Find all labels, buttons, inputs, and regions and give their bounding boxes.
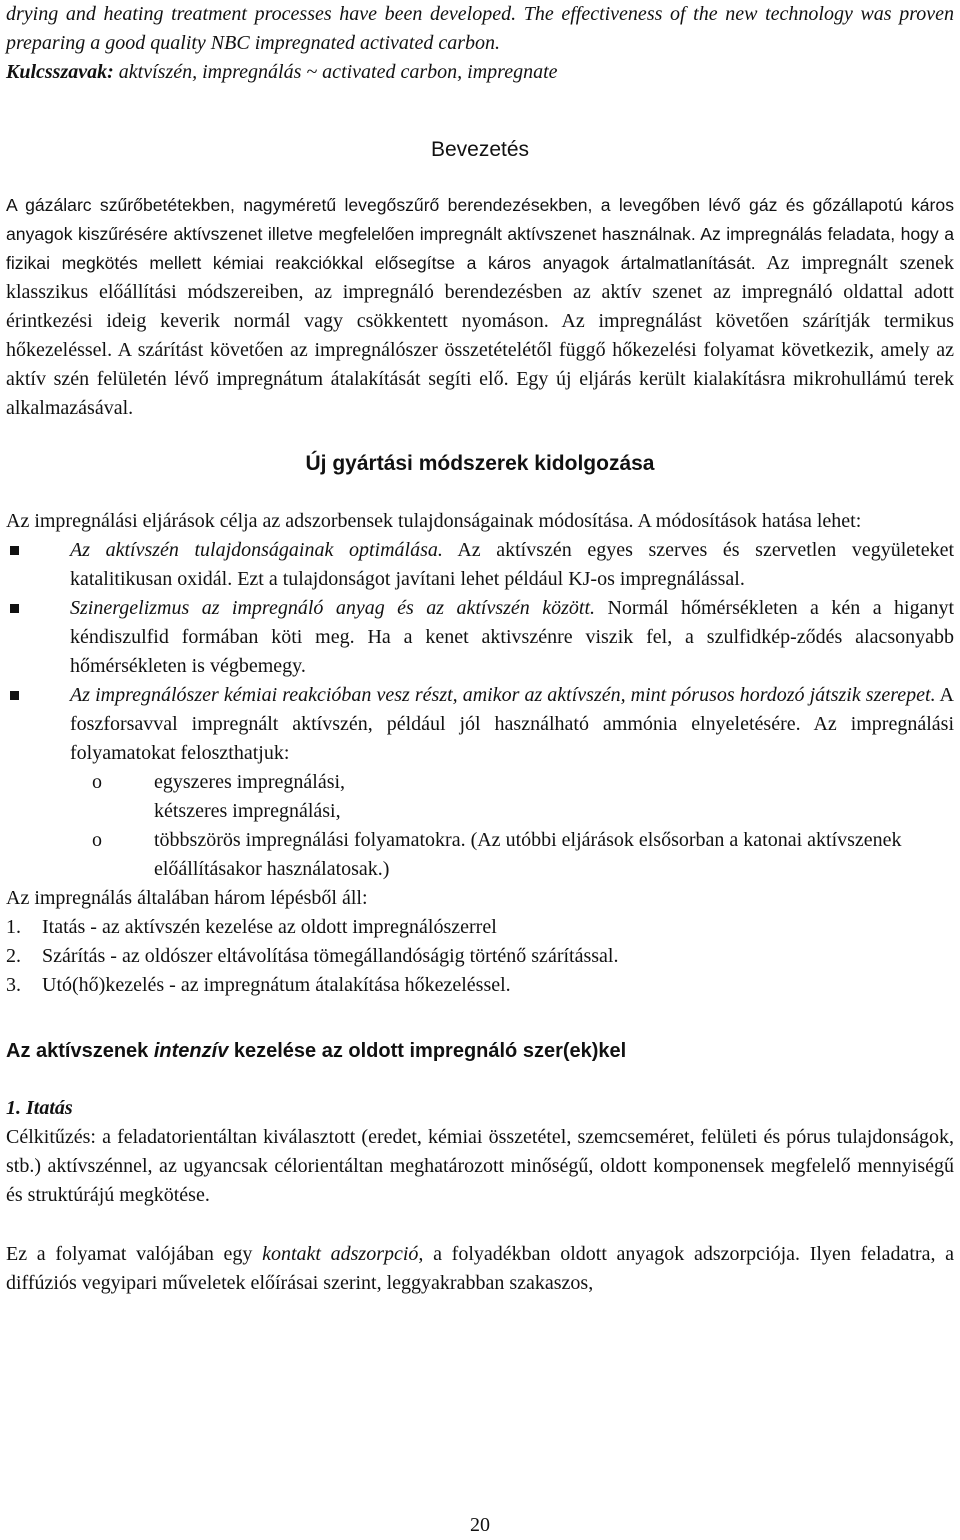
step-text: Szárítás - az oldószer eltávolítása tömegállandóságig történő szárítással. xyxy=(42,945,619,967)
subheading-itatas: 1. Itatás xyxy=(6,1097,73,1119)
page-number: 20 xyxy=(470,1514,490,1536)
sub-item-text: többszörös impregnálási folyamatokra. (Az utóbbi eljárások elsősorban a katonai aktívszenek előállításakor használatosak.) xyxy=(154,829,902,880)
heading-intensive-treatment xyxy=(6,1036,954,1066)
bullet-text: A foszforsavval impregnált aktívszén, például jól használható ammónia elnyeletésére. Az impregnálási folyamatokat feloszthatjuk: xyxy=(70,684,954,764)
keywords-label: Kulcsszavak: xyxy=(6,61,114,83)
english-abstract-tail: drying and heating treatment processes have been developed. The effectiveness of the new technology was proven preparing a good quality NBC impregnated activated carbon. xyxy=(6,3,954,54)
effects-list xyxy=(6,536,954,768)
step-number: 3. xyxy=(6,974,21,996)
list-item xyxy=(70,594,954,681)
last-para-pre: Ez a folyamat valójában egy xyxy=(6,1243,263,1265)
sub-item-text: egyszeres impregnálási, xyxy=(154,771,346,793)
bullet-text: Az aktívszén egyes szerves és szervetlen vegyületeket katalitikusan oxidál. Ezt a tulajdonságot javítani lehet például KJ-os impregnálással. xyxy=(70,539,955,590)
circle-bullet-icon: o xyxy=(92,829,102,851)
list-item xyxy=(70,681,954,768)
square-bullet-icon xyxy=(10,546,19,555)
last-para-italic: kontakt adszorpció, xyxy=(262,1243,424,1265)
list-item xyxy=(92,768,954,797)
paragraph-spacer xyxy=(6,1210,954,1240)
steps-intro: Az impregnálás általában három lépésből áll: xyxy=(6,887,368,909)
square-bullet-icon xyxy=(10,691,19,700)
list-item xyxy=(92,826,954,884)
list-item xyxy=(6,942,954,971)
intro-serif-text: Az impregnált szenek klasszikus előállítási módszereiben, az impregnáló berendezésben az aktív szenet az impregnáló oldattal adott érintkezési ideig keverik normál vagy csökkentett nyomáson. Az impregnálást követően szárítják termikus hőkezeléssel. A szárítást követően az impregnálószer összetételétől függő hőkezelési folyamat következik, amely az aktív szén felületén lévő impregnátum átalakítását segíti elő. Egy új eljárás került kialakításra mikrohullámú terek alkalmazásával. xyxy=(6,252,954,419)
list-item xyxy=(6,971,954,1000)
square-bullet-icon xyxy=(10,604,19,613)
last-para-post: a folyadékban oldott anyagok adszorpciója. Ilyen feladatra, a diffúziós vegyipari műveletek előírásai szerint, leggyakrabban szakaszos, xyxy=(6,1243,955,1294)
heading-az-italic: intenzív xyxy=(153,1040,229,1062)
step-text: Itatás - az aktívszén kezelése az oldott impregnálószerrel xyxy=(42,916,497,938)
step-number: 2. xyxy=(6,945,21,967)
objective-paragraph: Célkitűzés: a feladatorientáltan kiválasztott (eredet, kémiai összetétel, szemcseméret, felületi és pórus tulajdonságok, stb.) aktívszénnel, az ugyancsak célorientáltan meghatározott minőségű, oldott komponensek megfelelő mennyiségű és struktúrájú megkötése. xyxy=(6,1126,954,1206)
process-types-list xyxy=(6,768,954,884)
document-page xyxy=(6,0,954,1298)
step-text: Utó(hő)kezelés - az impregnátum átalakítása hőkezeléssel. xyxy=(42,974,511,996)
heading-introduction: Bevezetés xyxy=(430,138,530,161)
list-item xyxy=(6,913,954,942)
heading-az-post: kezelése az oldott impregnáló szer(ek)kel xyxy=(228,1040,627,1062)
methods-intro: Az impregnálási eljárások célja az adszorbensek tulajdonságainak módosítása. A módosítások hatása lehet: xyxy=(6,510,862,532)
heading-new-methods: Új gyártási módszerek kidolgozása xyxy=(305,452,655,475)
intro-paragraph xyxy=(6,191,954,423)
circle-bullet-icon: o xyxy=(92,771,102,793)
contact-adsorption-paragraph xyxy=(6,1240,954,1298)
list-item xyxy=(70,536,954,594)
intro-sans-text: A gázálarc szűrőbetétekben, nagyméretű levegőszűrő berendezésekben, a levegőben lévő gáz és gőzállapotú káros anyagok kiszűrésére aktívszenet illetve megfelelően impregnált aktívszenet használnak. Az impregnálás feladata, hogy a fizikai megkötés mellett kémiai reakciókkal elősegítse a káros anyagok ártalmatlanítását. xyxy=(6,195,954,273)
keywords-text: aktvíszén, impregnálás ~ activated carbon, impregnate xyxy=(113,61,558,83)
list-item xyxy=(154,797,954,826)
keywords-line xyxy=(6,58,954,87)
step-number: 1. xyxy=(6,916,21,938)
bullet-italic: Szinergelizmus az impregnáló anyag és az aktívszén között. xyxy=(70,597,596,619)
heading-az-pre: Az aktívszenek xyxy=(6,1040,154,1062)
bullet-italic: Az impregnálószer kémiai reakcióban vesz részt, amikor az aktívszén, mint pórusos hordozó játszik szerepet. xyxy=(70,684,936,706)
bullet-italic: Az aktívszén tulajdonságainak optimálása. xyxy=(70,539,443,561)
steps-list xyxy=(6,913,954,1000)
bullet-text: Normál hőmérsékleten a kén a higanyt kéndiszulfid formában köti meg. Ha a kenet aktivszénre viszik fel, a szulfidkép-ződés alacsonyabb hőmérsékleten is végbemegy. xyxy=(70,597,954,677)
sub-item-text: kétszeres impregnálási, xyxy=(154,800,341,822)
